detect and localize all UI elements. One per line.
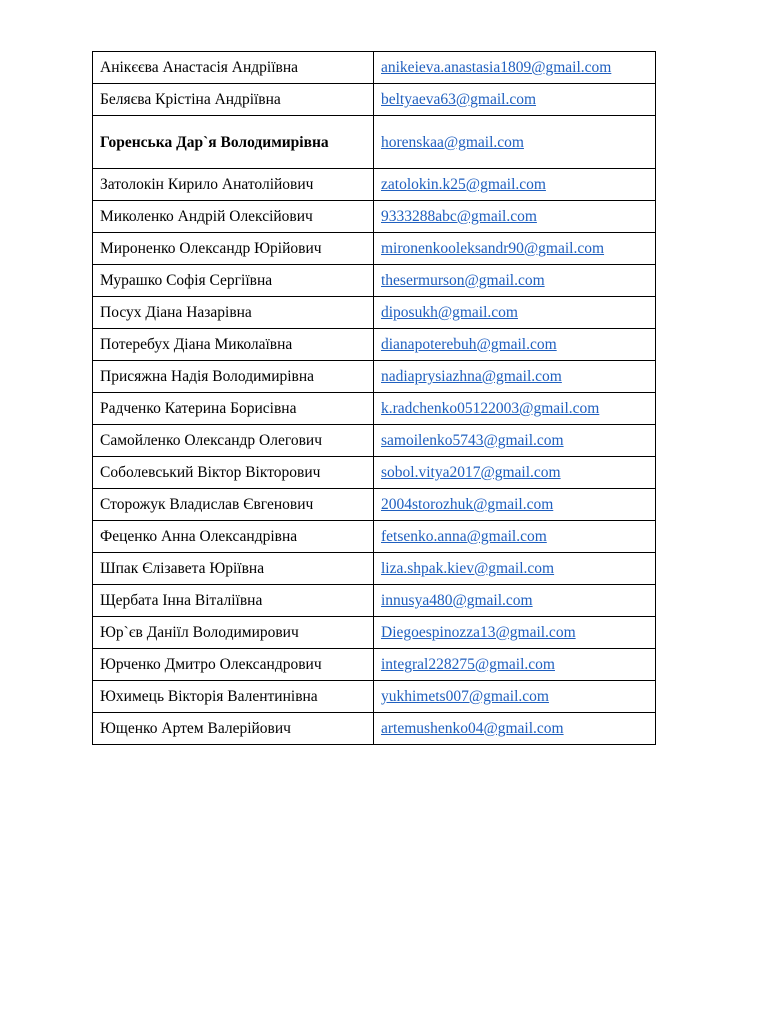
table-row	[93, 84, 656, 116]
student-name: Шпак Єлізавета Юріївна	[93, 553, 374, 585]
email-link[interactable]: sobol.vitya2017@gmail.com	[381, 464, 561, 481]
email-link[interactable]: samoilenko5743@gmail.com	[381, 432, 564, 449]
email-cell	[374, 297, 656, 329]
student-name: Щербата Інна Віталіївна	[93, 585, 374, 617]
email-cell	[374, 425, 656, 457]
email-link[interactable]: innusya480@gmail.com	[381, 592, 533, 609]
table-row	[93, 393, 656, 425]
email-cell	[374, 457, 656, 489]
contacts-table	[92, 51, 656, 745]
student-name: Мироненко Олександр Юрійович	[93, 233, 374, 265]
table-row	[93, 585, 656, 617]
contacts-table-body	[93, 52, 656, 745]
student-name: Мурашко Софія Сергіївна	[93, 265, 374, 297]
email-link[interactable]: mironenkooleksandr90@gmail.com	[381, 240, 605, 257]
email-cell	[374, 329, 656, 361]
student-name: Горенська Дар`я Володимирівна	[93, 116, 374, 169]
table-row	[93, 425, 656, 457]
email-link[interactable]: artemushenko04@gmail.com	[381, 720, 564, 737]
table-row	[93, 457, 656, 489]
table-row	[93, 713, 656, 745]
email-link[interactable]: beltyaeva63@gmail.com	[381, 91, 537, 108]
email-link[interactable]: 9333288abc@gmail.com	[381, 208, 537, 225]
student-name: Юр`єв Даніїл Володимирович	[93, 617, 374, 649]
email-link[interactable]: fetsenko.anna@gmail.com	[381, 528, 547, 545]
email-link[interactable]: nadiaprysiazhna@gmail.com	[381, 368, 562, 385]
table-row	[93, 681, 656, 713]
student-name: Анікєєва Анастасія Андріївна	[93, 52, 374, 84]
email-link[interactable]: integral228275@gmail.com	[381, 656, 555, 673]
student-name: Потеребух Діана Миколаївна	[93, 329, 374, 361]
email-cell	[374, 84, 656, 116]
email-cell	[374, 521, 656, 553]
student-name: Присяжна Надія Володимирівна	[93, 361, 374, 393]
email-cell	[374, 649, 656, 681]
email-link[interactable]: horenskaa@gmail.com	[381, 133, 524, 151]
table-row	[93, 201, 656, 233]
table-row	[93, 361, 656, 393]
email-link[interactable]: zatolokin.k25@gmail.com	[381, 176, 546, 193]
table-row	[93, 649, 656, 681]
student-name: Посух Діана Назарівна	[93, 297, 374, 329]
email-cell	[374, 169, 656, 201]
student-name: Феценко Анна Олександрівна	[93, 521, 374, 553]
email-cell	[374, 553, 656, 585]
email-cell	[374, 201, 656, 233]
email-link[interactable]: anikeieva.anastasia1809@gmail.com	[381, 59, 612, 76]
email-link[interactable]: dianapoterebuh@gmail.com	[381, 336, 557, 353]
table-row	[93, 553, 656, 585]
table-row	[93, 329, 656, 361]
student-name: Беляєва Крістіна Андріївна	[93, 84, 374, 116]
student-name: Затолокін Кирило Анатолійович	[93, 169, 374, 201]
student-name: Юрченко Дмитро Олександрович	[93, 649, 374, 681]
student-name: Миколенко Андрій Олексійович	[93, 201, 374, 233]
student-name: Юхимець Вікторія Валентинівна	[93, 681, 374, 713]
email-link[interactable]: thesermurson@gmail.com	[381, 272, 545, 289]
table-row	[93, 169, 656, 201]
table-row	[93, 297, 656, 329]
student-name: Соболевський Віктор Вікторович	[93, 457, 374, 489]
email-cell	[374, 233, 656, 265]
email-cell	[374, 713, 656, 745]
email-cell	[374, 393, 656, 425]
table-row	[93, 617, 656, 649]
email-cell	[374, 585, 656, 617]
email-cell	[374, 489, 656, 521]
table-row	[93, 489, 656, 521]
email-link[interactable]: diposukh@gmail.com	[381, 304, 518, 321]
table-row	[93, 521, 656, 553]
table-row	[93, 265, 656, 297]
email-link[interactable]: liza.shpak.kiev@gmail.com	[381, 560, 555, 577]
email-link[interactable]: 2004storozhuk@gmail.com	[381, 496, 554, 513]
email-link[interactable]: Diegoespinozza13@gmail.com	[381, 624, 576, 641]
email-cell	[374, 52, 656, 84]
student-name: Сторожук Владислав Євгенович	[93, 489, 374, 521]
email-link[interactable]: yukhimets007@gmail.com	[381, 688, 549, 705]
table-row	[93, 233, 656, 265]
email-cell	[374, 116, 656, 169]
table-row	[93, 52, 656, 84]
email-cell	[374, 361, 656, 393]
student-name: Самойленко Олександр Олегович	[93, 425, 374, 457]
email-cell	[374, 681, 656, 713]
student-name: Ющенко Артем Валерійович	[93, 713, 374, 745]
email-cell	[374, 265, 656, 297]
email-link[interactable]: k.radchenko05122003@gmail.com	[381, 400, 600, 417]
student-name: Радченко Катерина Борисівна	[93, 393, 374, 425]
email-cell	[374, 617, 656, 649]
table-row	[93, 116, 656, 169]
